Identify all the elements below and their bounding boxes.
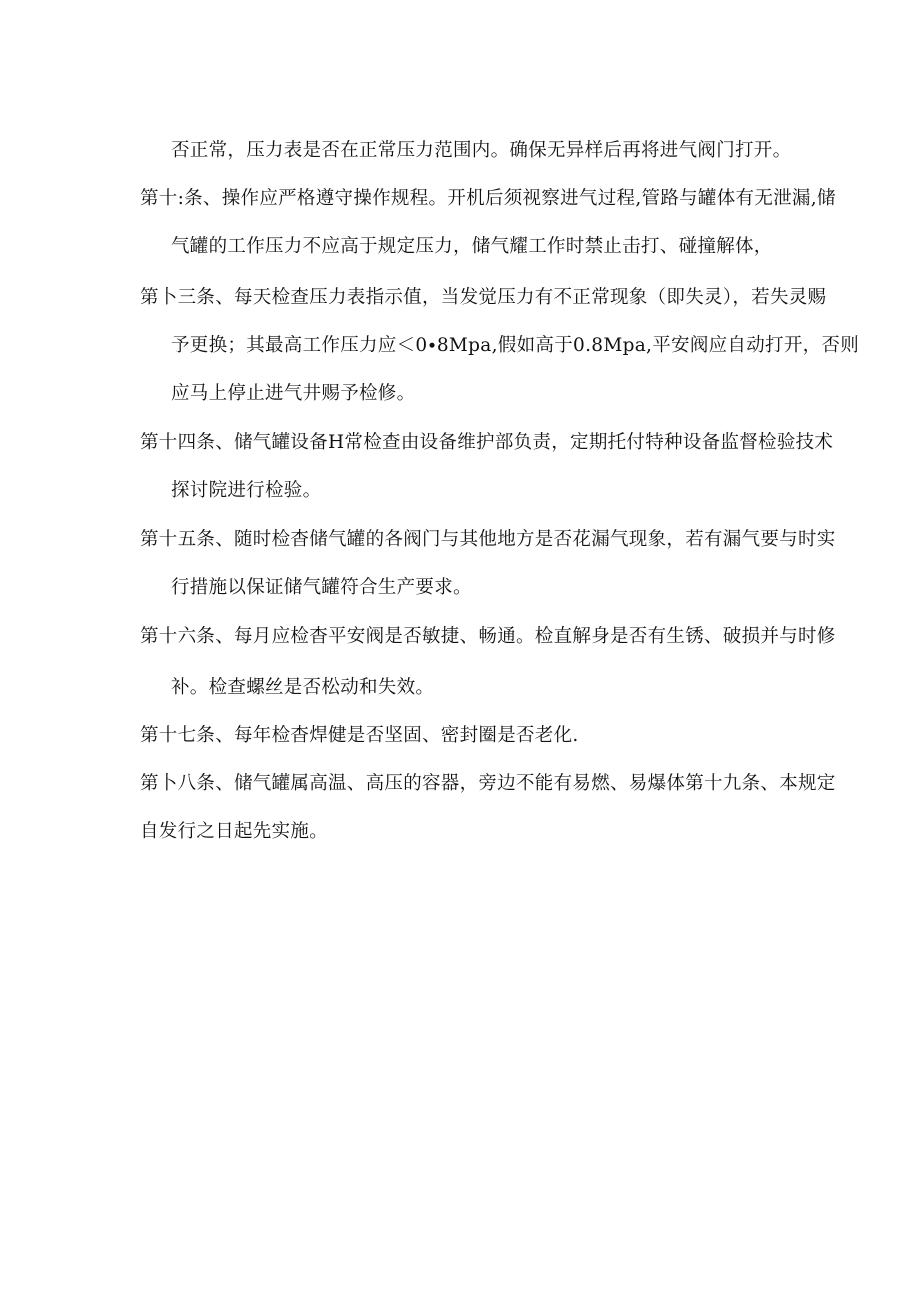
text-line: 第十六条、每月应检杳平安阀是否敏捷、畅通。检直解身是否有生锈、破损并与时修 — [140, 626, 836, 647]
text-line: 第十五条、随时检杳储气罐的各阀门与其他地方是否花漏气现象，若有漏气要与时实 — [140, 529, 836, 550]
text-line: 第卜八条、储气罐属高温、高压的容器，旁边不能有易燃、易爆体第十九条、本规定 — [140, 773, 836, 794]
text-line: 行措施以保证储气罐符合生产要求。 — [171, 577, 472, 598]
text-line: 第十:条、操作应严格遵守操作规程。开机后须视察进气过程,管路与罐体有无泄漏,储 — [140, 188, 836, 209]
text-line: 第十七条、每年检杳焊健是否坚固、密封圈是否老化. — [140, 725, 579, 746]
text-line: 否正常，压力表是否在正常压力范围内。确保无异样后再将进气阀门打开。 — [171, 140, 792, 161]
text-line: 探讨院进行检验。 — [171, 480, 322, 501]
text-line: 应马上停止进气井赐予检修。 — [171, 383, 416, 404]
text-line: 第十四条、储气罐设备H常检查由设备维护部负责，定期托付特种设备监督检验技术 — [140, 432, 834, 453]
text-line: 自发行之日起先实施。 — [140, 821, 329, 842]
text-line: 予更换；其最高工作压力应＜0∙8Mpa,假如高于0.8Mpa,平安阀应自动打开，否则 — [171, 335, 860, 356]
text-line: 补。检查螺丝是否松动和失效。 — [171, 677, 435, 698]
text-line: 气罐的工作压力不应高于规定压力，储气耀工作时禁止击打、碰撞解体， — [171, 236, 773, 257]
text-line: 第卜三条、每天检查压力表指示值，当发觉压力有不正常现象（即失灵），若失灵赐 — [140, 287, 827, 308]
